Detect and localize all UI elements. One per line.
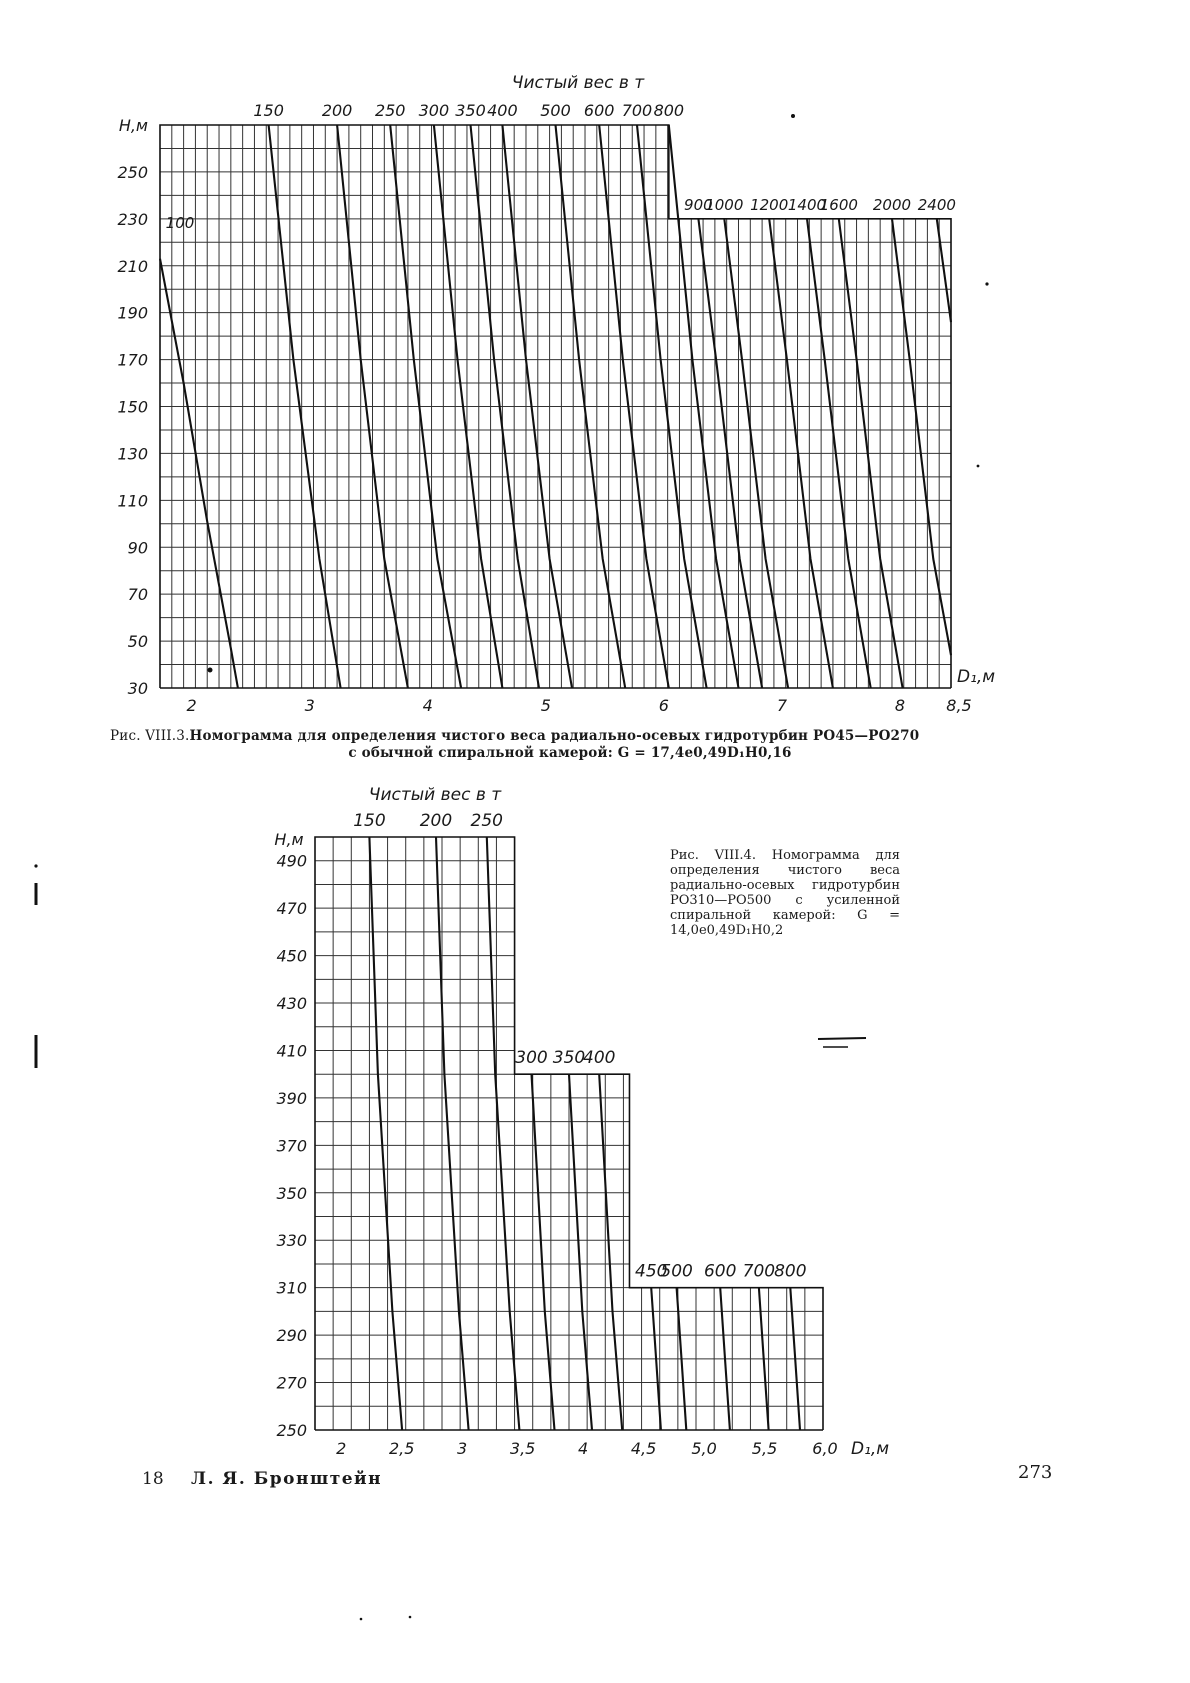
curve-label-400: 400 [583, 1048, 616, 1069]
y-tick-label: 390 [276, 1088, 307, 1108]
y-axis-label: H,м [274, 830, 304, 849]
x-tick-label: 4 [578, 1439, 589, 1458]
chart-title: Чистый вес в т [368, 785, 502, 805]
y-tick-label: 290 [276, 1326, 307, 1346]
x-tick-label: 4,5 [630, 1439, 657, 1458]
y-tick-label: 430 [276, 994, 307, 1014]
y-tick-label: 50 [127, 632, 148, 652]
scan-dot [791, 114, 795, 118]
scan-dot [977, 465, 980, 468]
y-tick-label: 30 [127, 679, 148, 698]
figure-caption-viii4: Рис. VIII.4. Номограмма для определения чистого веса радиально-осевых гидротурбин РО310—РО500 с усиленной спиральной камерой: G = 14,0e0,49D₁H0,2 [670, 848, 900, 938]
y-tick-label: 90 [127, 538, 148, 558]
curve-label-150: 150 [353, 811, 386, 831]
x-tick-label: 2,5 [388, 1439, 415, 1458]
curve-label-1200: 1200 [750, 195, 789, 214]
scan-dot [409, 1616, 412, 1619]
y-tick-label: 170 [117, 350, 148, 370]
x-tick-label: 3 [304, 696, 315, 715]
curve-label-1400: 1400 [787, 195, 827, 214]
y-tick-label: 490 [276, 851, 307, 871]
y-tick-label: 130 [117, 444, 148, 464]
y-tick-label: 410 [276, 1041, 307, 1061]
curve-label-350: 350 [552, 1048, 586, 1069]
curve-label-250: 250 [374, 101, 406, 120]
curve-label-500: 500 [540, 101, 571, 120]
x-axis-label: D₁,м [851, 1439, 890, 1459]
y-tick-label: H,м [118, 116, 148, 135]
y-tick-label: 110 [117, 491, 148, 511]
y-tick-label: 330 [276, 1231, 307, 1251]
caption-prefix: Рис. VIII.3. [110, 728, 190, 744]
y-tick-label: 350 [276, 1183, 307, 1203]
x-tick-label: 5,5 [751, 1439, 778, 1458]
x-tick-label: 6 [658, 696, 669, 715]
curve-label-700: 700 [742, 1261, 776, 1282]
x-tick-label: 2 [186, 696, 197, 715]
caption-text: Номограмма для определения чистого веса радиально-осевых гидротурбин РО45—РО270 [189, 728, 920, 744]
y-tick-label: 270 [276, 1373, 307, 1393]
curve-label-800: 800 [653, 101, 685, 120]
x-tick-label: 8,5 [946, 696, 972, 715]
x-tick-label: 7 [776, 696, 788, 715]
y-tick-label: 250 [117, 162, 148, 182]
curve-label-100: 100 [165, 213, 195, 232]
y-tick-label: 470 [276, 899, 307, 919]
curve-label-800: 800 [774, 1261, 807, 1282]
curve-label-1600: 1600 [819, 195, 858, 214]
curve-label-2000: 2000 [872, 195, 912, 214]
sheet-number: 18 [142, 1469, 164, 1489]
scan-dot [360, 1618, 363, 1621]
weight-curve-350 [569, 1074, 592, 1430]
y-tick-label: 370 [276, 1136, 307, 1156]
caption-formula: с обычной спиральной камерой: G = 17,4e0,49D₁H0,16 [348, 745, 792, 761]
curve-label-150: 150 [253, 101, 284, 120]
curve-label-450: 450 [635, 1261, 668, 1282]
weight-curve-200 [436, 837, 469, 1430]
x-tick-label: 5 [540, 696, 551, 715]
chart-title: Чистый вес в т [511, 73, 645, 93]
x-tick-label: 4 [422, 696, 433, 715]
curve-label-350: 350 [455, 101, 486, 120]
weight-curve-2000 [892, 219, 951, 655]
page-footer-left [142, 1469, 382, 1489]
x-tick-label: 5,0 [691, 1439, 717, 1458]
x-tick-label: 3 [457, 1439, 468, 1458]
curve-label-200: 200 [419, 811, 453, 831]
weight-curve-150 [369, 837, 402, 1430]
scan-dot [208, 668, 213, 673]
curve-label-250: 250 [470, 811, 503, 831]
curve-label-600: 600 [583, 101, 615, 120]
y-tick-label: 250 [276, 1421, 307, 1440]
x-tick-label: 8 [894, 696, 906, 715]
curve-label-700: 700 [621, 101, 653, 120]
scan-dot [34, 864, 37, 867]
weight-curve-400 [599, 1074, 622, 1430]
curve-label-600: 600 [703, 1261, 737, 1282]
y-tick-label: 210 [117, 256, 148, 276]
curve-label-300: 300 [515, 1048, 548, 1069]
x-axis-label: D₁,м [957, 667, 996, 687]
y-tick-label: 310 [276, 1278, 307, 1298]
page-number: 273 [1018, 1462, 1053, 1483]
y-tick-label: 450 [276, 946, 307, 966]
curve-label-300: 300 [418, 101, 450, 120]
curve-label-500: 500 [660, 1261, 693, 1282]
y-tick-label: 190 [117, 303, 148, 323]
curve-label-1000: 1000 [705, 195, 744, 214]
figure-caption-viii3 [110, 728, 1030, 762]
author-name: Л. Я. Бронштейн [191, 1469, 383, 1489]
y-tick-label: 150 [117, 397, 148, 417]
nomogram-viii3 [117, 73, 995, 715]
scan-mark [818, 1038, 866, 1039]
x-tick-label: 2 [336, 1439, 347, 1458]
x-tick-label: 6,0 [812, 1439, 838, 1458]
curve-label-200: 200 [321, 101, 353, 120]
curve-label-900: 900 [684, 195, 713, 214]
curve-label-2400: 2400 [917, 195, 956, 214]
scan-dot [985, 282, 988, 285]
x-tick-label: 3,5 [509, 1439, 536, 1458]
y-tick-label: 70 [127, 585, 148, 605]
y-tick-label: 230 [117, 209, 148, 229]
curve-label-400: 400 [487, 101, 518, 120]
